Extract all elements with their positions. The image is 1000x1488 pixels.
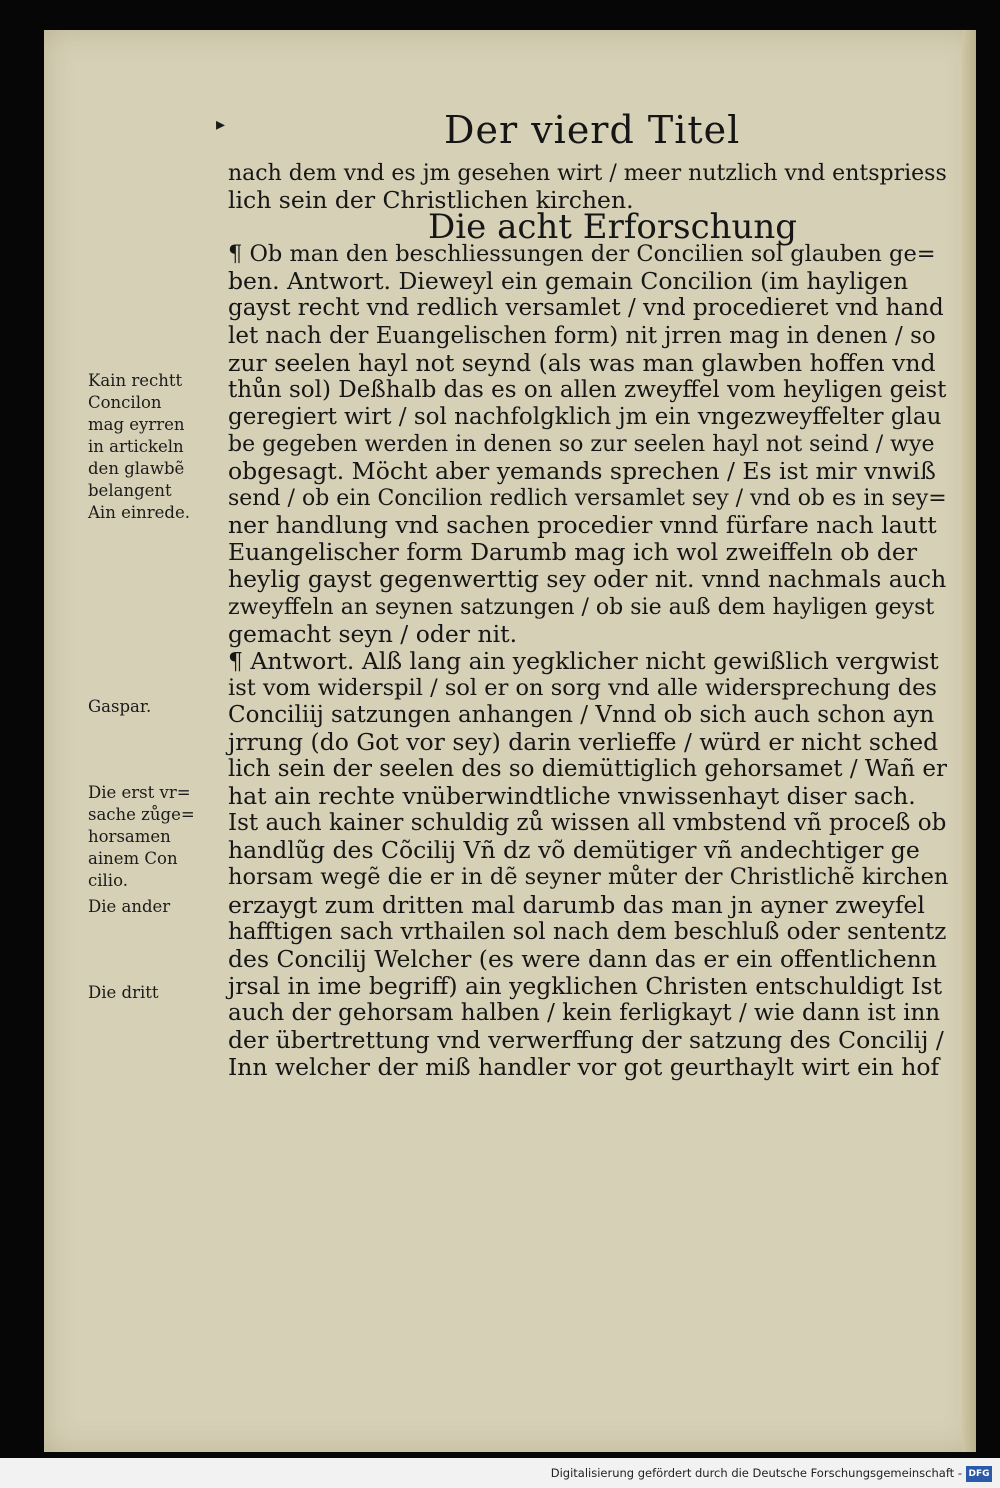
text-line: ner handlung vnd sachen procedier vnnd fürfare nach lautt — [228, 511, 937, 540]
text-line: ¶ Antwort. Alß lang ain yegklicher nicht gewißlich vergwist — [228, 646, 939, 675]
page-edge — [962, 30, 976, 1452]
text-line: jrrung (do Got vor sey) darin verlieffe / würd er nicht sched — [228, 727, 939, 756]
marginal-note-kain-recht: Kain rechtt Concilon mag eyrren in artickeln den glawbẽ belangent Ain einrede. — [88, 371, 190, 522]
marginal-note-erst-ursache: Die erst vr= sache zůge= horsamen ainem Con cilio. — [88, 783, 195, 890]
marginal-note-dritt: Die dritt — [88, 983, 159, 1002]
text-line: thůn sol) Deßhalb das es on allen zweyffel vom heyligen geist — [228, 376, 947, 403]
text-line: hat ain rechte vnüberwindtliche vnwissenhayt diser sach. — [228, 782, 916, 811]
footer-credit: Digitalisierung gefördert durch die Deutsche Forschungsgemeinschaft - — [550, 1466, 962, 1480]
text-line: geregiert wirt / sol nachfolgklich jm ein vngezweyffelter glau — [228, 403, 942, 430]
text-line: handlũg des Cõcilij Vñ dz võ demütiger vñ andechtiger ge — [228, 836, 920, 865]
text-line: Ist auch kainer schuldig zů wissen all vmbstend vñ proceß ob — [228, 810, 947, 837]
text-line: horsam wegẽ die er in dẽ seyner můter der Christlichẽ kirchen — [228, 864, 949, 891]
text-line: zweyffeln an seynen satzungen / ob sie auß dem hayligen geyst — [228, 594, 935, 620]
text-line: Inn welcher der miß handler vor got geurthaylt wirt ein hof — [228, 1053, 940, 1082]
text-line: zur seelen hayl not seynd (als was man glawben hoffen vnd — [228, 348, 936, 377]
text-line: gayst recht vnd redlich versamlet / vnd procedieret vnd hand — [228, 295, 944, 322]
section-heading: Die acht Erforschung — [428, 207, 798, 248]
text-line: heylig gayst gegenwerttig sey oder nit. vnnd nachmals auch — [228, 565, 947, 594]
text-line: ¶ Ob man den beschliessungen der Concilien sol glauben ge= — [228, 241, 936, 268]
footer-band — [0, 1458, 1000, 1488]
dfg-logo-badge: DFG — [966, 1466, 992, 1482]
text-line: nach dem vnd es jm gesehen wirt / meer nutzlich vnd entspriess — [228, 161, 947, 186]
text-line: des Concilij Welcher (es were dann das er ein offentlichenn — [228, 944, 937, 973]
text-line: send / ob ein Concilion redlich versamlet sey / vnd ob es in sey= — [228, 486, 947, 512]
book-page — [44, 30, 976, 1452]
text-line: hafftigen sach vrthailen sol nach dem beschluß oder sententz — [228, 918, 947, 945]
text-line: auch der gehorsam halben / kein ferligkayt / wie dann ist inn — [228, 999, 941, 1026]
text-line: Euangelischer form Darumb mag ich wol zweiffeln ob der — [228, 538, 918, 567]
text-line: lich sein der seelen des so diemüttiglich gehorsamet / Wañ er — [228, 756, 947, 783]
text-line: Conciliij satzungen anhangen / Vnnd ob sich auch schon ayn — [228, 701, 935, 728]
text-line: der übertrettung vnd verwerffung der satzung des Concilij / — [228, 1026, 944, 1054]
text-line: jrsal in ime begriff) ain yegklichen Christen entschuldigt Ist — [228, 971, 943, 1000]
text-line: gemacht seyn / oder nit. — [228, 619, 518, 648]
body-text — [228, 160, 949, 1082]
running-title: Der vierd Titel — [444, 108, 741, 152]
text-line: ist vom widerspil / sol er on sorg vnd alle widersprechung des — [228, 674, 937, 701]
marginal-note-gaspar: Gaspar. — [88, 697, 152, 716]
text-line: be gegeben werden in denen so zur seelen hayl not seind / wye — [228, 431, 935, 457]
text-line: let nach der Euangelischen form) nit jrren mag in denen / so — [228, 322, 936, 349]
text-line: obgesagt. Möcht aber yemands sprechen / Es ist mir vnwiß — [228, 457, 936, 486]
corner-mark: ▸ — [216, 114, 226, 135]
text-line: erzaygt zum dritten mal darumb das man jn ayner zweyfel — [228, 890, 925, 919]
text-line: ben. Antwort. Dieweyl ein gemain Concilion (im hayligen — [228, 267, 909, 296]
text-line: lich sein der Christlichen kirchen. — [228, 186, 634, 215]
marginal-note-ander: Die ander — [88, 897, 171, 916]
